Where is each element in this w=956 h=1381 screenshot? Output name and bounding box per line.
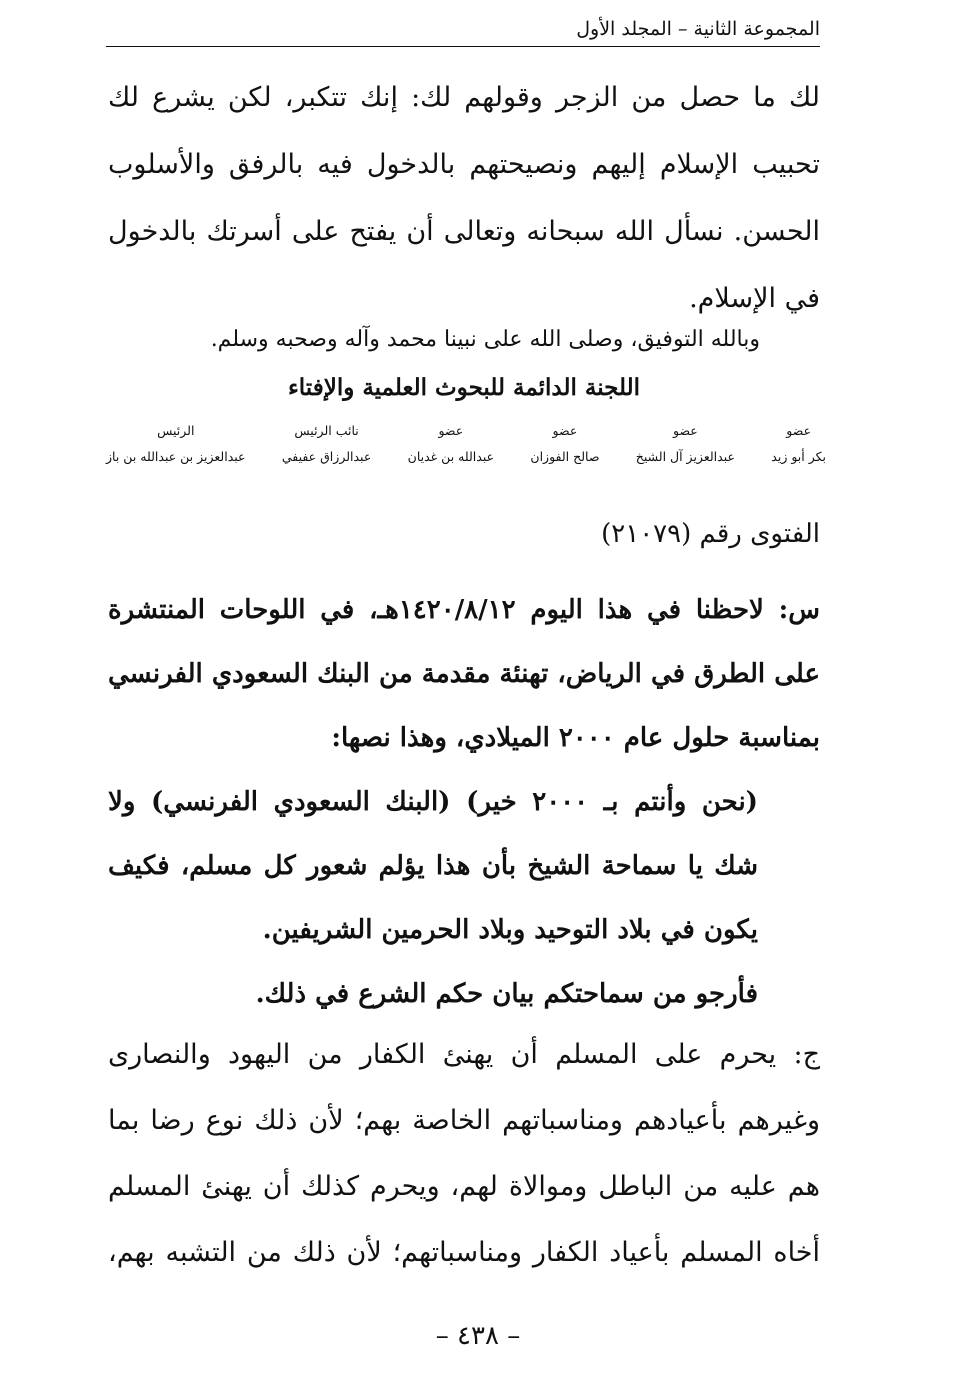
closing-line: وبالله التوفيق، وصلى الله على نبينا محمد وآله وصحبه وسلم. xyxy=(210,327,760,352)
running-header: المجموعة الثانية – المجلد الأول xyxy=(576,18,820,40)
question xyxy=(108,578,820,1026)
paragraph-top: لك ما حصل من الزجر وقولهم لك: إنك تتكبر، لكن يشرع لك تحبيب الإسلام إليهم ونصيحتهم بالدخول فيه بالرفق والأسلوب الحسن. نسأل الله سبحانه وتعالى أن يفتح على أسرتك بالدخول في الإسلام. xyxy=(108,82,820,314)
signatory-role: نائب الرئيس xyxy=(294,423,359,438)
question-body: س: لاحظنا في هذا اليوم ١٤٢٠/٨/١٢هـ، في اللوحات المنتشرة على الطرق في الرياض، تهنئة مقدمة من البنك السعودي الفرنسي بمناسبة حلول عام ٢٠٠٠ الميلادي، وهذا نصها: xyxy=(108,595,820,753)
signatory xyxy=(282,418,371,470)
signatory-name: عبدالعزيز آل الشيخ xyxy=(635,449,735,464)
signatory-role: عضو xyxy=(438,423,464,438)
signatory-name: عبدالله بن غديان xyxy=(407,449,495,464)
fatwa-number: الفتوى رقم (٢١٠٧٩) xyxy=(601,519,820,549)
question-quote: (نحن وأنتم بـ ٢٠٠٠ خير) (البنك السعودي الفرنسي) ولا شك يا سماحة الشيخ بأن هذا يؤلم شعور كل مسلم، فكيف يكون في بلاد التوحيد وبلاد الحرمين الشريفين. xyxy=(108,787,758,945)
signatory-role: عضو xyxy=(552,423,578,438)
signatory xyxy=(408,418,494,470)
signatory-name: عبدالعزيز بن عبدالله بن باز xyxy=(106,449,246,464)
answer: ج: يحرم على المسلم أن يهنئ الكفار من اليهود والنصارى وغيرهم بأعيادهم ومناسباتهم الخاصة بهم؛ لأن ذلك نوع رضا بما هم عليه من الباطل وموالاة لهم، ويحرم كذلك أن يهنئ المسلم أخاه المسلم بأعياد الكفار ومناسباتهم؛ لأن ذلك من التشبه بهم، xyxy=(108,1039,820,1268)
signatory-role: الرئيس xyxy=(157,423,195,438)
signatory xyxy=(530,418,599,470)
question-request: فأرجو من سماحتكم بيان حكم الشرع في ذلك. xyxy=(255,979,758,1009)
signatory xyxy=(771,418,826,470)
committee-title: اللجنة الدائمة للبحوث العلمية والإفتاء xyxy=(287,374,641,401)
signatory-name: صالح الفوزان xyxy=(530,449,600,464)
signatory-name: عبدالرزاق عفيفي xyxy=(281,449,372,464)
signatory-role: عضو xyxy=(786,423,812,438)
signatories xyxy=(106,418,826,470)
page-number: – ٤٣٨ – xyxy=(435,1321,521,1351)
signatory-name: بكر أبو زيد xyxy=(771,449,826,464)
signatory xyxy=(636,418,735,470)
signatory xyxy=(106,418,246,470)
signatory-role: عضو xyxy=(672,423,698,438)
header-rule xyxy=(106,46,820,47)
